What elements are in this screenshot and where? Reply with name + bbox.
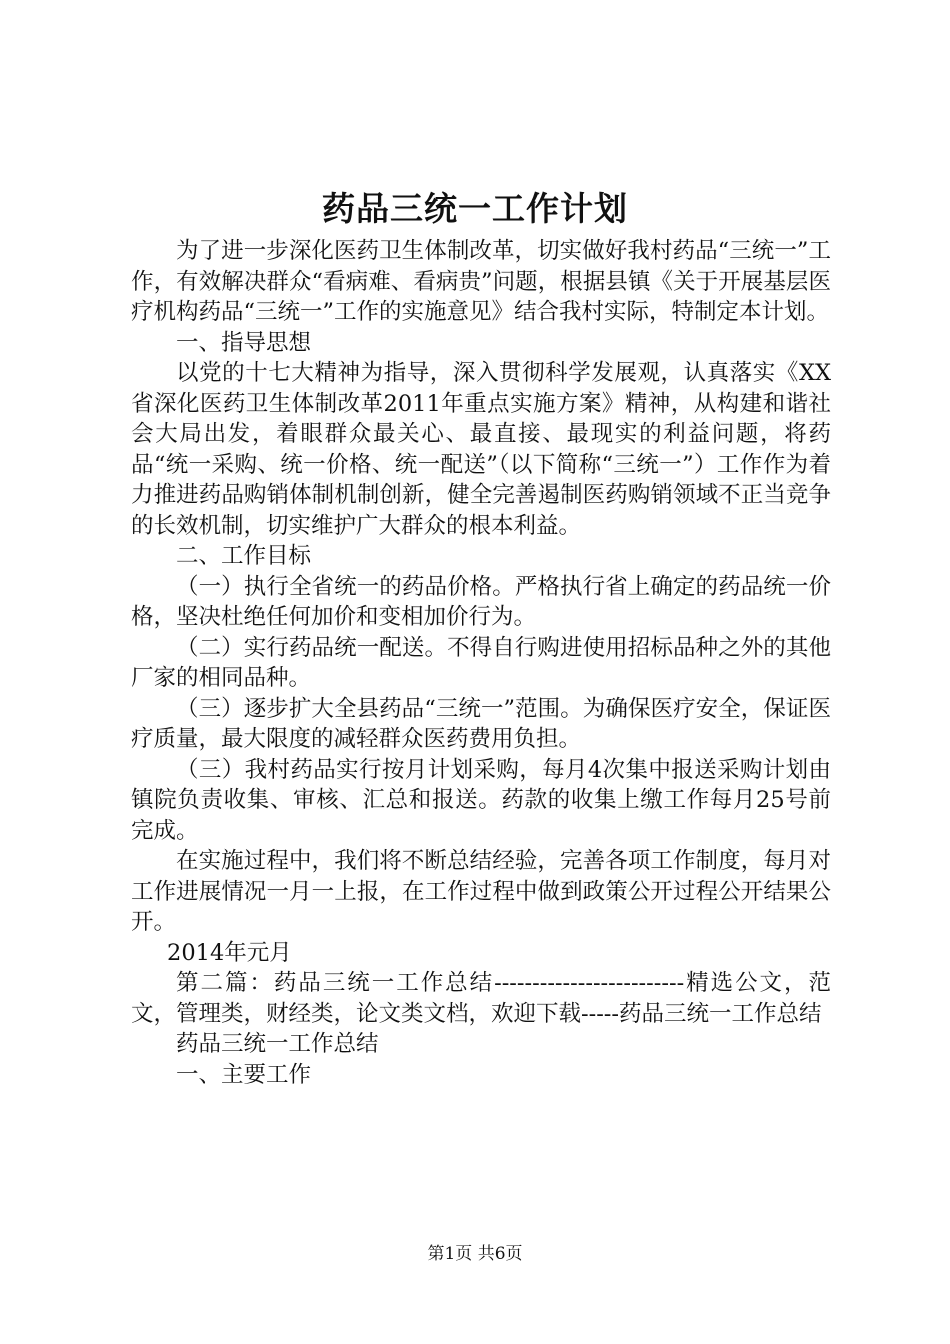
goal-item-1: （一）执行全省统一的药品价格。严格执行省上确定的药品统一价格，坚决杜绝任何加价和变相加价行为。 <box>131 573 831 630</box>
document-title: 药品三统一工作计划 <box>322 189 628 228</box>
second-article-section-heading: 一、主要工作 <box>176 1061 312 1088</box>
closing-paragraph: 在实施过程中，我们将不断总结经验，完善各项工作制度，每月对工作进展情况一月一上报，在工作过程中做到政策公开过程公开结果公开。 <box>131 848 831 935</box>
goal-item-4: （三）我村药品实行按月计划采购，每月4次集中报送采购计划由镇院负责收集、审核、汇总和报送。药款的收集上缴工作每月25号前完成。 <box>131 756 831 844</box>
second-article-title: 药品三统一工作总结 <box>176 1031 379 1057</box>
guiding-thought-paragraph: 以党的十七大精神为指导，深入贯彻科学发展观，认真落实《XX省深化医药卫生体制改革2011年重点实施方案》精神，从构建和谐社会大局出发，着眼群众最关心、最直接、最现实的利益问题，将药品“统一采购、统一价格、统一配送”（以下简称“三统一”）工作作为着力推进药品购销体制机制创新，健全完善遏制医药购销领域不正当竞争的长效机制，切实维护广大群众的根本利益。 <box>131 360 831 539</box>
document-body <box>131 236 831 1090</box>
page-footer: 第1页 共6页 <box>427 1244 523 1264</box>
intro-paragraph: 为了进一步深化医药卫生体制改革，切实做好我村药品“三统一”工作，有效解决群众“看病难、看病贵”问题，根据县镇《关于开展基层医疗机构药品“三统一”工作的实施意见》结合我村实际，特制定本计划。 <box>131 238 831 325</box>
section-heading-work-goals: 二、工作目标 <box>176 543 312 569</box>
section-heading-guiding-thought: 一、指导思想 <box>176 329 312 356</box>
goal-item-3: （三）逐步扩大全县药品“三统一”范围。为确保医疗安全，保证医疗质量，最大限度的减轻群众医药费用负担。 <box>131 695 831 752</box>
goal-item-2: （二）实行药品统一配送。不得自行购进使用招标品种之外的其他厂家的相同品种。 <box>131 634 831 691</box>
document-date: 2014年元月 <box>167 939 292 966</box>
second-article-header: 第二篇：药品三统一工作总结-------------------------精选公文，范文，管理类，财经类，论文类文档，欢迎下载-----药品三统一工作总结 <box>131 970 831 1027</box>
